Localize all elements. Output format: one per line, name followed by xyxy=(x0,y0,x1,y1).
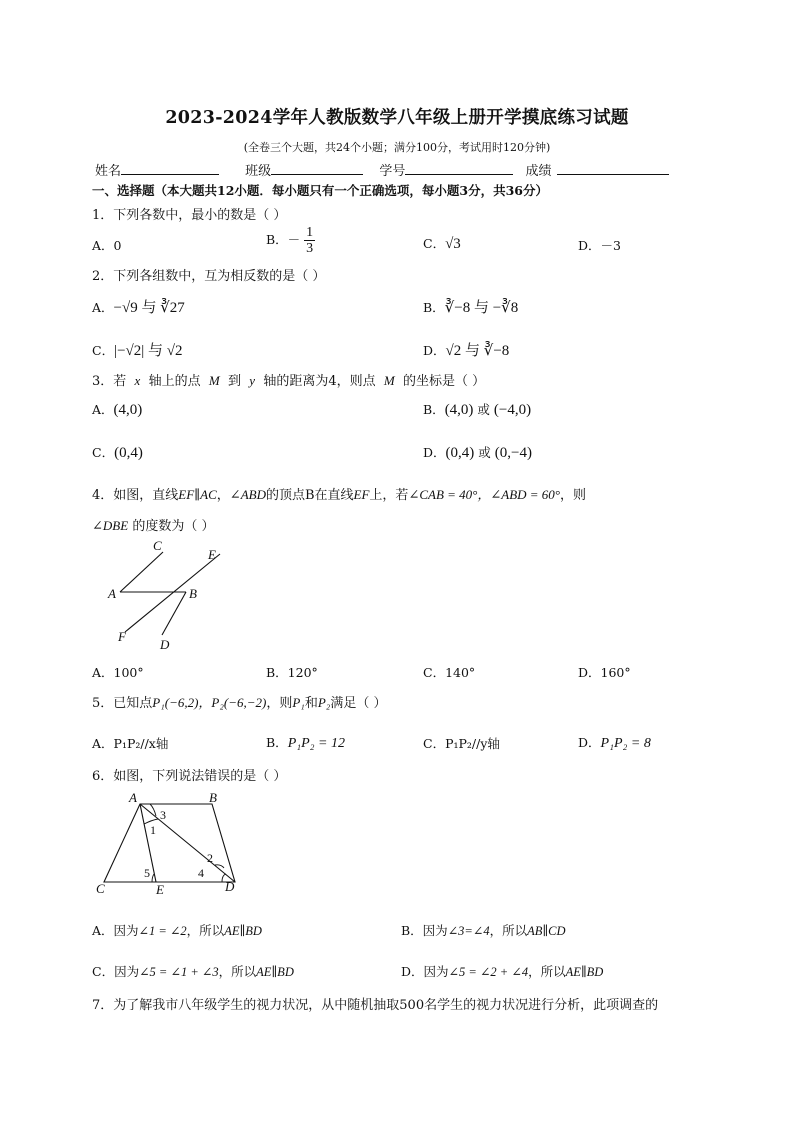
q6-a-text-1: A．因为 xyxy=(92,923,139,938)
q5-d-label: D． xyxy=(578,735,601,750)
id-label: 学号 xyxy=(379,164,406,179)
q3-b-value-1: (4,0) xyxy=(444,402,474,418)
q6-label-d: D xyxy=(225,879,235,894)
q5-option-d xyxy=(578,733,651,752)
student-info-row xyxy=(95,160,669,179)
q6-arc-5 xyxy=(152,874,154,882)
q6-label-b: B xyxy=(209,790,217,805)
q6-diagonal-ad xyxy=(140,804,235,882)
q2-d-label: D． xyxy=(423,343,446,358)
class-label: 班级 xyxy=(245,164,272,179)
q4-option-a: A．100° xyxy=(92,665,144,680)
q5-b-math: P₁P₂ = 12 xyxy=(287,736,345,751)
q5-d-math: P₁P₂ = 8 xyxy=(600,736,651,751)
q6-c-math-1: ∠5 = ∠1 + ∠3 xyxy=(139,965,219,979)
q6-label-c: C xyxy=(96,881,105,896)
q2-option-a xyxy=(92,296,185,317)
q6-label-1: 1 xyxy=(150,823,156,837)
q3-b-label: B． xyxy=(423,402,445,417)
q4-line2-math: ∠DBE xyxy=(92,518,129,533)
q6-a-text-2: ，所以 xyxy=(186,923,225,938)
q6-d-math-1: ∠5 = ∠2 + ∠4 xyxy=(448,965,529,979)
q4-option-b: B．120° xyxy=(266,665,318,680)
q3-stem-4: 轴的距离为4，则点 xyxy=(263,374,376,389)
q6-label-2: 2 xyxy=(207,851,213,865)
class-blank xyxy=(271,162,363,175)
q3-M: M xyxy=(208,373,220,388)
q4-option-c: C．140° xyxy=(423,665,476,680)
q4-label-a: A xyxy=(108,586,116,601)
q1-option-c xyxy=(423,234,461,253)
section-heading: 一、选择题（本大题共12小题．每小题只有一个正确选项，每小题3分，共36分） xyxy=(92,183,548,198)
q4-label-b: B xyxy=(189,586,197,601)
q3-option-a xyxy=(92,400,142,419)
q3-option-b xyxy=(423,400,531,419)
q6-option-d xyxy=(401,962,603,980)
q3-b-value-2: (−4,0) xyxy=(493,402,532,418)
q4-label-d: D xyxy=(160,637,170,652)
q5-b-label: B． xyxy=(266,735,288,750)
score-blank xyxy=(557,162,669,175)
q1-c-value: √3 xyxy=(445,236,461,252)
q3-d-or: 或 xyxy=(478,445,491,460)
q6-label-a: A xyxy=(129,790,137,805)
q5-stem-2: ，则 xyxy=(266,696,293,711)
q1-option-a: A．0 xyxy=(92,238,122,253)
q6-c-math-2: AE∥BD xyxy=(256,965,294,979)
q5-stem-1: 5．已知点 xyxy=(92,696,153,711)
q2-option-c xyxy=(92,339,183,360)
q2-stem: 2．下列各组数中，互为相反数的是（ ） xyxy=(92,269,326,284)
q2-a-label: A． xyxy=(92,300,114,315)
q6-a-math-2: AE∥BD xyxy=(224,924,262,938)
q2-c-math: |−√2| 与 √2 xyxy=(114,343,183,359)
q1-option-d: D．－3 xyxy=(578,238,621,253)
q6-option-b xyxy=(401,921,566,939)
q3-stem-1: 3．若 xyxy=(92,374,127,389)
q6-d-text-1: D．因为 xyxy=(401,964,449,979)
q3-stem-5: 的坐标是（ ） xyxy=(402,374,486,389)
q5-math-3: P₂ xyxy=(317,695,331,710)
q4-math-1: EF∥AC xyxy=(178,487,217,502)
q4-math-3: EF xyxy=(353,487,370,502)
page-title: 2023-2024学年人教版数学八年级上册开学摸底练习试题 xyxy=(165,108,629,128)
q4-stem-4: 上，若 xyxy=(369,488,409,503)
q6-option-a xyxy=(92,921,262,939)
q5-math-1: P₁(−6,2)，P₂(−6,−2) xyxy=(152,695,267,710)
q1-b-denominator: 3 xyxy=(306,241,314,256)
q4-label-c: C xyxy=(153,538,162,553)
q3-option-c xyxy=(92,443,143,462)
q3-stem-3: 到 xyxy=(227,374,241,389)
name-label: 姓名 xyxy=(95,164,122,179)
q5-option-a: A．P₁P₂//x轴 xyxy=(92,736,169,751)
q6-label-e: E xyxy=(156,882,164,897)
q3-stem-2: 轴上的点 xyxy=(148,374,201,389)
page-subtitle: (全卷三个大题，共24个小题；满分100分，考试用时120分钟) xyxy=(243,141,551,154)
q6-b-text-2: ，所以 xyxy=(489,923,528,938)
q4-math-2: ∠ABD xyxy=(229,487,266,502)
q4-stem xyxy=(92,484,586,503)
q6-d-text-2: ，所以 xyxy=(528,964,566,979)
q6-d-math-2: AE∥BD xyxy=(565,965,604,979)
q5-math-2: P₁ xyxy=(292,695,305,710)
q4-figure xyxy=(100,535,230,655)
q3-y: y xyxy=(249,373,256,388)
q2-b-label: B． xyxy=(423,300,445,315)
q5-stem-3: 和 xyxy=(304,696,318,711)
q6-b-math-2: AB∥CD xyxy=(527,924,566,938)
q6-stem: 6．如图，下列说法错误的是（ ） xyxy=(92,769,287,784)
q2-d-math: √2 与 ∛−8 xyxy=(445,343,510,359)
score-label: 成绩 xyxy=(525,164,552,179)
q3-x: x xyxy=(134,373,141,388)
q3-option-d xyxy=(423,443,532,462)
q6-trapezoid xyxy=(104,804,235,882)
q2-option-b xyxy=(423,296,518,317)
q4-stem-line2 xyxy=(92,515,214,534)
q4-stem-3: 的顶点B在直线 xyxy=(265,488,354,503)
q1-option-b xyxy=(266,225,315,256)
q6-c-text-2: ，所以 xyxy=(218,964,257,979)
q6-label-4: 4 xyxy=(198,866,204,880)
q2-a-math: −√9 与 ∛27 xyxy=(113,300,185,316)
q6-figure xyxy=(92,790,252,900)
q3-a-value: (4,0) xyxy=(113,402,143,418)
q4-stem-2: ， xyxy=(216,488,230,503)
q4-option-d: D．160° xyxy=(578,665,631,680)
q2-b-math: ∛−8 与 −∛8 xyxy=(444,300,519,316)
q4-line2-text: 的度数为（ ） xyxy=(132,519,215,534)
q4-stem-1: 4．如图，直线 xyxy=(92,488,179,503)
q1-c-label: C． xyxy=(423,236,446,251)
q4-label-f: F xyxy=(118,629,126,644)
q1-b-prefix: B．－ xyxy=(266,232,301,247)
q3-stem xyxy=(92,370,485,389)
q3-c-label: C． xyxy=(92,445,115,460)
q3-d-label: D． xyxy=(423,445,446,460)
q6-label-5: 5 xyxy=(144,866,150,880)
q5-option-c: C．P₁P₂//y轴 xyxy=(423,736,500,751)
q7-stem: 7．为了解我市八年级学生的视力状况，从中随机抽取500名学生的视力状况进行分析，此项调查的 xyxy=(92,998,659,1013)
q2-option-d xyxy=(423,339,509,360)
q3-b-or: 或 xyxy=(477,402,490,417)
q5-stem xyxy=(92,692,386,711)
q4-math-4: ∠CAB = 40°，∠ABD = 60° xyxy=(408,487,560,502)
q3-M2: M xyxy=(383,373,395,388)
q4-line-ac xyxy=(120,552,163,592)
q4-line-ef xyxy=(125,554,220,632)
q6-c-text-1: C．因为 xyxy=(92,964,140,979)
q6-b-math-1: ∠3=∠4 xyxy=(447,924,490,938)
q1-b-numerator: 1 xyxy=(306,225,314,240)
q6-a-math-1: ∠1 = ∠2 xyxy=(138,924,187,938)
q3-c-value: (0,4) xyxy=(114,445,143,461)
id-blank xyxy=(405,162,513,175)
q6-label-3: 3 xyxy=(160,808,166,822)
q3-d-value-2: (0,−4) xyxy=(494,445,532,461)
q4-stem-5: ，则 xyxy=(560,488,587,503)
q3-a-label: A． xyxy=(92,402,114,417)
q3-d-value-1: (0,4) xyxy=(445,445,475,461)
q1-stem: 1．下列各数中，最小的数是（ ） xyxy=(92,208,287,223)
q6-option-c xyxy=(92,962,294,980)
q1-b-fraction xyxy=(304,225,315,256)
q6-b-text-1: B．因为 xyxy=(401,923,448,938)
q5-stem-4: 满足（ ） xyxy=(330,696,387,711)
q5-option-b xyxy=(266,733,345,752)
q2-c-label: C． xyxy=(92,343,115,358)
q4-label-e: E xyxy=(208,547,216,562)
name-blank xyxy=(121,162,219,175)
